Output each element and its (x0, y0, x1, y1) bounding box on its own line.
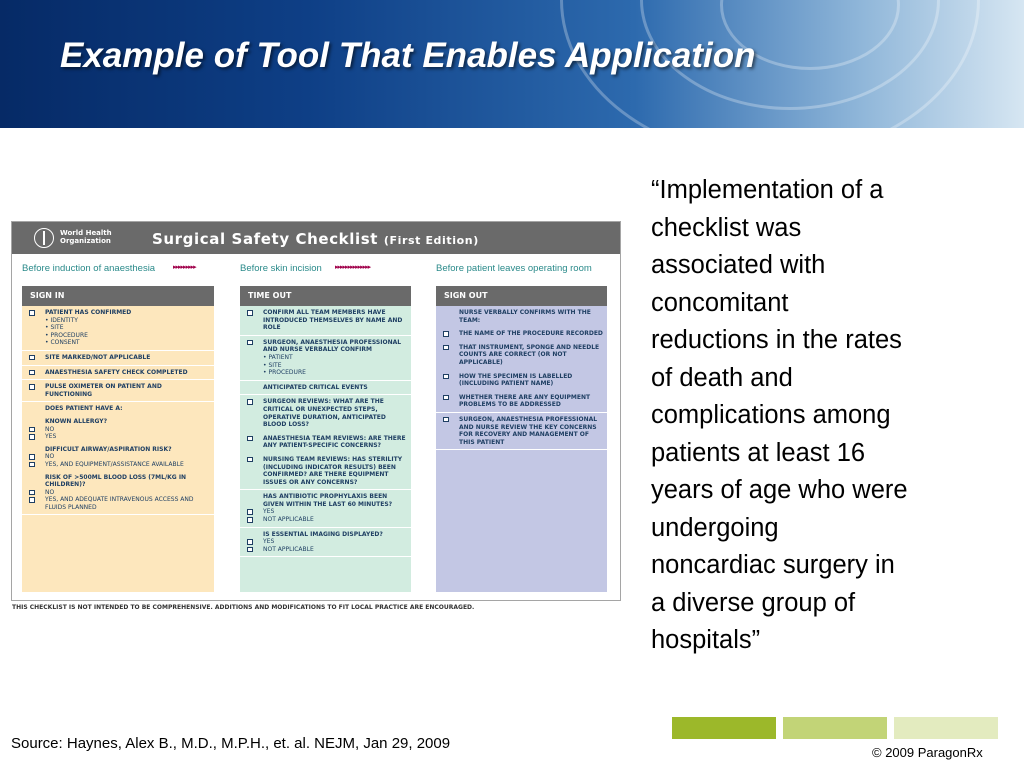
checkbox-icon (247, 340, 253, 346)
phase-arrows-2: ▸▸▸▸▸▸▸▸▸▸▸▸▸▸ (335, 263, 371, 271)
checkbox-icon (29, 497, 35, 503)
checklist-item-text: NURSE VERBALLY CONFIRMS WITH THE TEAM: (459, 309, 591, 324)
checklist-title-main: Surgical Safety Checklist (152, 230, 379, 248)
checkbox-icon (29, 434, 35, 440)
checklist-item (240, 432, 411, 453)
checklist-item (436, 306, 607, 327)
checkbox-icon (247, 457, 253, 463)
checklist-option (263, 538, 407, 546)
checklist-item (436, 327, 607, 341)
checklist-item-text: DOES PATIENT HAVE A: (45, 405, 123, 413)
checklist-item-text: ANTICIPATED CRITICAL EVENTS (263, 383, 368, 391)
checklist-option (45, 461, 210, 469)
checkbox-icon (443, 417, 449, 423)
checklist-item (436, 370, 607, 391)
checklist-option-text: NO (45, 488, 55, 496)
column-header: SIGN IN (22, 286, 214, 306)
checklist-title (152, 230, 479, 248)
checklist-item (22, 402, 214, 515)
decorative-bar-mid-green (783, 717, 887, 739)
checkbox-icon (29, 355, 35, 361)
quote-line: a diverse group of (651, 588, 856, 617)
checkbox-icon (247, 509, 253, 515)
checklist-item (240, 453, 411, 490)
checklist-item (240, 381, 411, 396)
checklist-item-text: SURGEON, ANAESTHESIA PROFESSIONAL AND NURSE REVIEW THE KEY CONCERNS FOR RECOVERY AND MANAGEMENT OF THIS PATIENT (459, 415, 598, 446)
checklist-item-text: HAS ANTIBIOTIC PROPHYLAXIS BEEN GIVEN WITHIN THE LAST 60 MINUTES? (263, 493, 393, 508)
checklist-item-text: NURSING TEAM REVIEWS: HAS STERILITY (INCLUDING INDICATOR RESULTS) BEEN CONFIRMED? ARE THERE EQUIPMENT ISSUES OR ANY CONCERNS? (263, 455, 403, 486)
checklist-sub-item: • PROCEDURE (45, 331, 88, 339)
checkbox-icon (443, 374, 449, 380)
phase-label-2: Before skin incision (240, 263, 322, 274)
checklist-item-text: ANAESTHESIA TEAM REVIEWS: ARE THERE ANY PATIENT-SPECIFIC CONCERNS? (263, 434, 406, 450)
column-body (22, 306, 214, 592)
time-out-column (240, 286, 411, 592)
checklist-footnote: THIS CHECKLIST IS NOT INTENDED TO BE COMPREHENSIVE. ADDITIONS AND MODIFICATIONS TO FIT LOCAL PRACTICE ARE ENCOURAGED. (12, 604, 475, 611)
checklist-option-text: NOT APPLICABLE (263, 545, 314, 553)
checklist-item-text: IS ESSENTIAL IMAGING DISPLAYED? (263, 530, 383, 538)
checklist-option-text: NOT APPLICABLE (263, 516, 314, 524)
phase-arrows-1: ▸▸▸▸▸▸▸▸▸ (173, 263, 196, 271)
checklist-item-text: WHETHER THERE ARE ANY EQUIPMENT PROBLEMS TO BE ADDRESSED (459, 393, 591, 409)
checklist-item-text: PULSE OXIMETER ON PATIENT AND FUNCTIONING (45, 383, 162, 398)
checklist-item (240, 528, 411, 558)
checklist-item (436, 341, 607, 370)
checklist-option (45, 426, 210, 434)
decorative-bar-dark-green (672, 717, 776, 739)
checklist-group-label: KNOWN ALLERGY? (45, 417, 108, 425)
checklist-item-text: SURGEON REVIEWS: WHAT ARE THE CRITICAL OR UNEXPECTED STEPS, OPERATIVE DURATION, ANTICIPATED BLOOD LOSS? (263, 398, 386, 429)
quote-line: noncardiac surgery in (651, 551, 895, 579)
quote-line: checklist was (651, 213, 802, 242)
quote-text (651, 172, 981, 660)
column-body (240, 306, 411, 592)
checklist-sub-item: • IDENTITY (45, 316, 78, 324)
checklist-item (240, 395, 411, 431)
quote-line: complications among (651, 401, 891, 429)
checklist-item-text: PATIENT HAS CONFIRMED (45, 309, 132, 316)
checklist-option-text: YES, AND EQUIPMENT/ASSISTANCE AVAILABLE (45, 460, 184, 468)
checklist-sub-item: • SITE (263, 361, 282, 369)
checkbox-icon (247, 310, 253, 316)
checklist-group-label: RISK OF >500ML BLOOD LOSS (7ML/KG IN CHILDREN)? (45, 473, 187, 489)
checkbox-icon (29, 462, 35, 468)
quote-line: “Implementation of a (651, 176, 884, 204)
checklist-item-text: CONFIRM ALL TEAM MEMBERS HAVE INTRODUCED THEMSELVES BY NAME AND ROLE (263, 309, 403, 332)
checklist-sub-item: • SITE (45, 324, 64, 332)
checklist-option-text: YES, AND ADEQUATE INTRAVENOUS ACCESS AND FLUIDS PLANNED (45, 496, 194, 511)
phase-label-3: Before patient leaves operating room (436, 263, 592, 274)
column-header: SIGN OUT (436, 286, 607, 306)
checkbox-icon (247, 436, 253, 442)
checklist-item (22, 366, 214, 381)
phase-label-1: Before induction of anaesthesia (22, 263, 156, 274)
checklist-option (45, 453, 210, 461)
checklist-option-text: NO (45, 425, 55, 433)
checklist-item (22, 380, 214, 402)
checkbox-icon (443, 331, 449, 337)
checklist-sub-item: • PROCEDURE (263, 369, 306, 377)
checklist-item (22, 306, 214, 351)
checkbox-icon (29, 384, 35, 390)
sign-out-column (436, 286, 607, 592)
slide-title: Example of Tool That Enables Application (60, 36, 756, 75)
quote-line: patients at least 16 (651, 438, 866, 467)
checkbox-icon (247, 539, 253, 545)
checklist-group-label: DIFFICULT AIRWAY/ASPIRATION RISK? (45, 445, 172, 453)
quote-line: hospitals” (651, 626, 761, 654)
checkbox-icon (247, 399, 253, 405)
checklist-item (240, 336, 411, 381)
checkbox-icon (29, 427, 35, 433)
quote-line: undergoing (651, 513, 779, 542)
checklist-option-text: YES (263, 538, 275, 546)
title-banner (0, 0, 1024, 128)
sign-in-column (22, 286, 214, 592)
checkbox-icon (247, 517, 253, 523)
checklist-option (263, 516, 407, 524)
checklist-option (263, 508, 407, 516)
checkbox-icon (29, 310, 35, 316)
checklist-sub-item: • CONSENT (45, 339, 80, 347)
quote-line: associated with (651, 251, 826, 279)
checklist-option (45, 496, 210, 511)
checklist-option (263, 546, 407, 554)
checkbox-icon (29, 490, 35, 496)
checklist-title-edition: (First Edition) (383, 234, 479, 247)
checkbox-icon (443, 345, 449, 351)
checkbox-icon (29, 370, 35, 376)
checkbox-icon (247, 547, 253, 553)
checklist-item (436, 391, 607, 413)
checklist-item (22, 351, 214, 366)
checklist-item-text: SURGEON, ANAESTHESIA PROFESSIONAL AND NURSE VERBALLY CONFIRM (263, 338, 402, 354)
who-label: World Health Organization (60, 229, 112, 245)
checklist-option-text: NO (45, 453, 55, 461)
checklist-item-text: THAT INSTRUMENT, SPONGE AND NEEDLE COUNTS ARE CORRECT (OR NOT APPLICABLE) (459, 343, 600, 366)
surgical-safety-checklist-image (11, 221, 621, 611)
quote-line: concomitant (651, 288, 789, 317)
checkbox-icon (443, 395, 449, 401)
checklist-item-text: HOW THE SPECIMEN IS LABELLED (INCLUDING PATIENT NAME) (459, 372, 573, 388)
checklist-item-text: ANAESTHESIA SAFETY CHECK COMPLETED (45, 368, 188, 376)
checklist-item-text: SITE MARKED/NOT APPLICABLE (45, 353, 151, 361)
checklist-option-text: YES (263, 508, 275, 516)
decorative-bar-light-green (894, 717, 998, 739)
source-citation: Source: Haynes, Alex B., M.D., M.P.H., et. al. NEJM, Jan 29, 2009 (11, 735, 451, 752)
checklist-option (45, 433, 210, 441)
quote-line: of death and (651, 363, 793, 392)
checklist-item (240, 306, 411, 336)
checklist-item (240, 490, 411, 527)
checkbox-icon (29, 454, 35, 460)
quote-line: reductions in the rates (651, 326, 902, 354)
column-header: TIME OUT (240, 286, 411, 306)
checklist-item-text: THE NAME OF THE PROCEDURE RECORDED (459, 330, 603, 338)
checklist-item (436, 413, 607, 450)
who-logo-icon (34, 228, 54, 248)
checklist-option (45, 489, 210, 497)
checklist-option-text: YES (45, 433, 57, 441)
checklist-header (12, 222, 620, 254)
checklist-sub-item: • PATIENT (263, 353, 293, 361)
quote-line: years of age who were (651, 476, 908, 504)
column-body (436, 306, 607, 592)
copyright-notice: © 2009 ParagonRx (872, 745, 983, 760)
